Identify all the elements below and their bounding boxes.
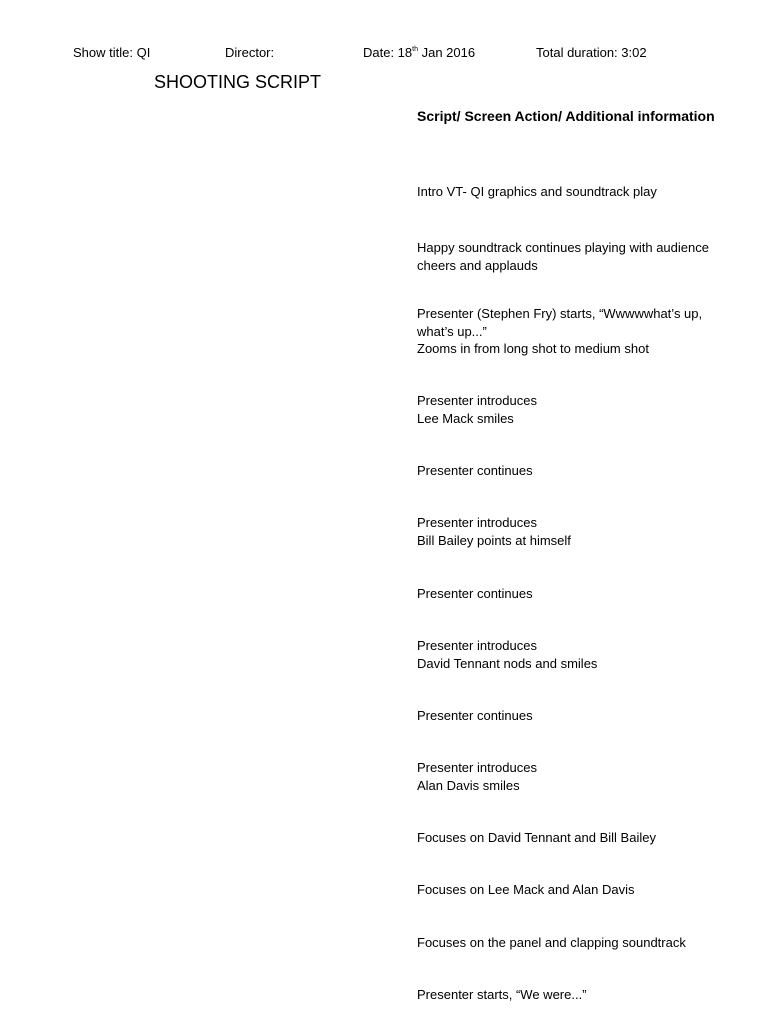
- script-entry-line: Focuses on Lee Mack and Alan Davis: [417, 882, 635, 897]
- script-entry-line: David Tennant nods and smiles: [417, 655, 598, 671]
- script-entry: [417, 392, 737, 427]
- director-field: Director:: [225, 45, 275, 60]
- script-entry: [417, 585, 737, 603]
- script-entry: [417, 881, 737, 899]
- script-entry: [417, 462, 737, 480]
- date-prefix: Date: 18: [363, 45, 413, 60]
- script-entry: [417, 305, 737, 358]
- script-entry-line: Presenter continues: [417, 586, 533, 601]
- script-entry: [417, 239, 737, 274]
- script-entry: [417, 986, 737, 1004]
- script-entry: [417, 707, 737, 725]
- date-superscript: th: [412, 45, 418, 53]
- date-field: [363, 45, 475, 61]
- script-entry-line: Presenter (Stephen Fry) starts, “Wwwwwhat’s up,: [417, 306, 703, 321]
- script-entry: [417, 637, 737, 672]
- column-heading: Script/ Screen Action/ Additional information: [417, 108, 715, 124]
- page-title: SHOOTING SCRIPT: [154, 72, 322, 92]
- script-entry-line: Focuses on the panel and clapping soundtrack: [417, 935, 686, 950]
- script-entry-line: Presenter introduces: [417, 515, 537, 530]
- total-duration: Total duration: 3:02: [536, 45, 647, 60]
- script-entry: [417, 759, 737, 794]
- script-entry-line: Zooms in from long shot to medium shot: [417, 341, 649, 356]
- script-entry: [417, 514, 737, 549]
- script-entry-line: Presenter introduces: [417, 393, 537, 408]
- show-title: Show title: QI: [73, 45, 151, 60]
- date-suffix: Jan 2016: [418, 45, 476, 60]
- script-entry-line: what’s up...”: [417, 323, 487, 339]
- script-entry-line: Presenter introduces: [417, 760, 537, 775]
- script-entry: [417, 829, 737, 847]
- script-entry-line: cheers and applauds: [417, 257, 538, 273]
- script-entry-line: Presenter continues: [417, 463, 533, 478]
- script-entry-line: Presenter starts, “We were...”: [417, 987, 587, 1002]
- script-entry: [417, 183, 737, 201]
- script-entry-line: Bill Bailey points at himself: [417, 532, 571, 548]
- script-entry: [417, 934, 737, 952]
- script-entry-line: Lee Mack smiles: [417, 410, 514, 426]
- script-entry-line: Alan Davis smiles: [417, 777, 520, 793]
- script-entry-line: Presenter continues: [417, 708, 533, 723]
- script-entry-line: Focuses on David Tennant and Bill Bailey: [417, 830, 656, 845]
- script-entry-line: Presenter introduces: [417, 638, 537, 653]
- script-entry-line: Intro VT- QI graphics and soundtrack play: [417, 184, 657, 199]
- script-entry-line: Happy soundtrack continues playing with audience: [417, 240, 709, 255]
